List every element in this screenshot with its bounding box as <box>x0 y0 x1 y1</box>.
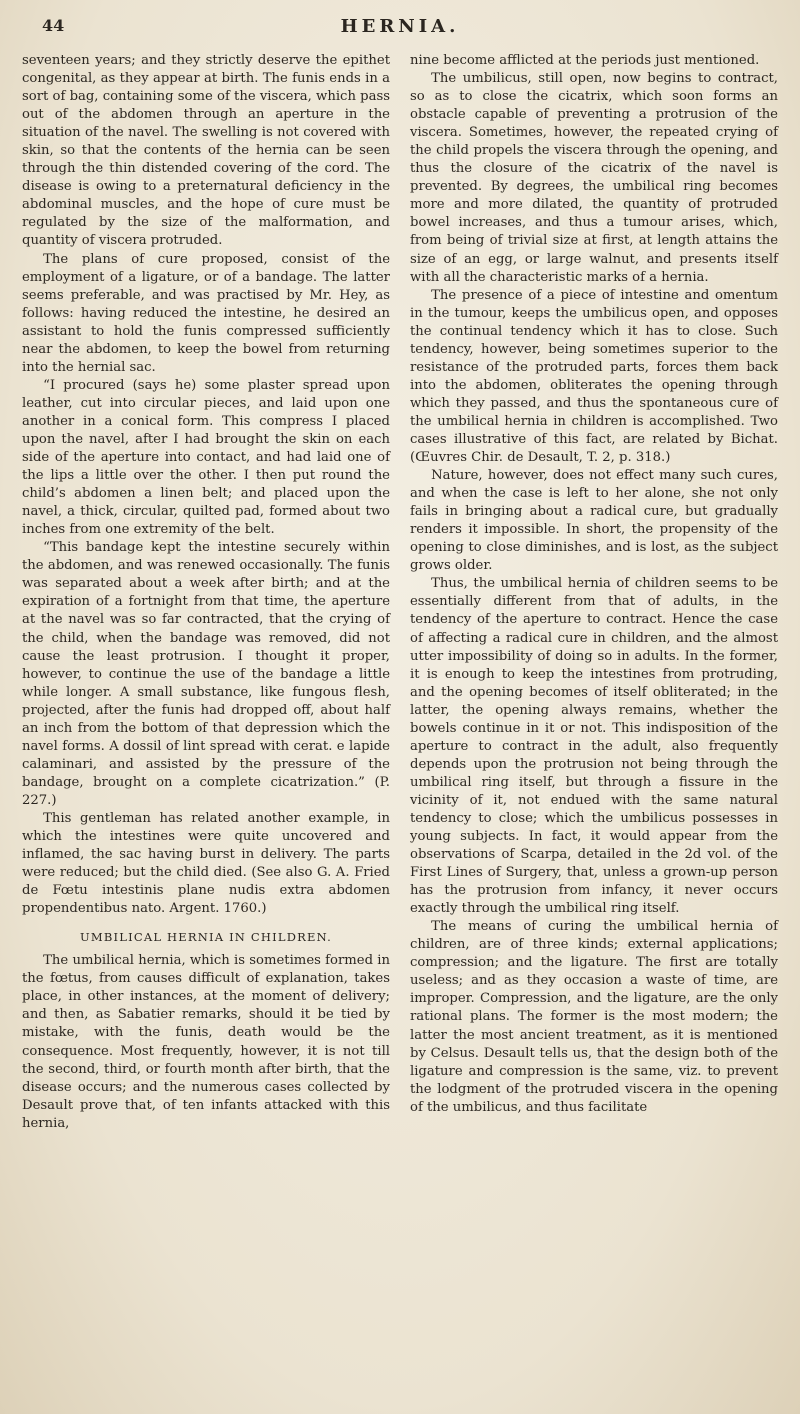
paragraph: The umbilicus, still open, now begins to contract, so as to close the cicatrix, which soon forms an obstacle capable of preventing a protrusion of the viscera. Sometimes, however, the repeated crying of the child propels the viscera through the opening, and thus the closure of the cicatrix of the navel is prevented. By degrees, the umbilical ring becomes more and more dilated, the quantity of protruded bowel increases, and thus a tumour arises, which, from being of trivial size at first, at length attains the size of an egg, or large walnut, and presents itself with all the characteristic marks of a hernia. <box>410 71 778 285</box>
page-header <box>22 14 778 44</box>
paragraph: nine become afflicted at the periods just mentioned. <box>410 53 760 68</box>
page-number: 44 <box>42 16 65 35</box>
section-heading: UMBILICAL HERNIA IN CHILDREN. <box>79 930 332 945</box>
paragraph: The umbilical hernia, which is sometimes formed in the fœtus, from causes difficult of explanation, takes place, in other instances, at the moment of delivery; and then, as Sabatier remarks, should it be tied by mistake, with the funis, death would be the consequence. Most frequently, however, it is not till the second, third, or fourth month after birth, that the disease occurs; and the numerous cases collected by Desault prove that, of ten infants attacked with this hernia, <box>22 953 390 1131</box>
paragraph: The presence of a piece of intestine and omentum in the tumour, keeps the umbilicus open, and opposes the continual tendency which it has to close. Such tendency, however, being sometimes superior to the resistance of the protruded parts, forces them back into the abdomen, obliterates the opening through which they passed, and thus the spontaneous cure of the umbilical hernia in children is accomplished. Two cases illustrative of this fact, are related by Bichat. (Œuvres Chir. de Desault, T. 2, p. 318.) <box>410 287 778 466</box>
paragraph: This gentleman has related another example, in which the intestines were quite uncovered and inflamed, the sac having burst in delivery. The parts were reduced; but the child died. (See also G. A. Fried de Fœtu intestinis plane nudis extra abdomen propendentibus nato. Argent. 1760.) <box>22 810 390 917</box>
quoted-paragraph: “I procured (says he) some plaster spread upon leather, cut into circular pieces, and laid upon one another in a conical form. This compress I placed upon the navel, after I had brought the skin on each side of the aperture into contact, and had laid one of the lips a little over the other. I then put round the child’s abdomen a linen belt; and placed upon the navel, a thick, circular, quilted pad, formed about two inches from one extremity of the belt. <box>22 377 390 538</box>
running-head: HERNIA. <box>340 16 460 37</box>
paragraph: Thus, the umbilical hernia of children seems to be essentially different from that of adults, in the tendency of the aperture to contract. Hence the case of affecting a radical cure in children, and the almost utter impossibility of doing so in adults. In the former, it is enough to keep the intestines from protruding, and the opening becomes of itself obliterated; in the latter, the opening always remains, whether the bowels continue in it or not. This indisposition of the aperture to contract in the adult, also frequently depends upon the protrusion not being through the umbilical ring itself, but through a fissure in the vicinity of it, not endued with the same natural tendency to close; which the umbilicus possesses in young subjects. In fact, it would appear from the observations of Scarpa, detailed in the 2d vol. of the First Lines of Surgery, that, unless a grown-up person has the protrusion from infancy, it never occurs exactly through the umbilical ring itself. <box>410 576 778 917</box>
quoted-paragraph: “This bandage kept the intestine securely within the abdomen, and was renewed occasionally. The funis was separated about a week after birth; and at the expiration of a fortnight from that time, the aperture at the navel was so far contracted, that the crying of the child, when the bandage was removed, did not cause the least protrusion. I thought it proper, however, to continue the use of the bandage a little while longer. A small substance, like fungous flesh, projected, after the funis had dropped off, about half an inch from the bottom of that depression which the navel forms. A dossil of lint spread with cerat. e lapide calaminari, and assisted by the pressure of the bandage, brought on a complete cicatrization.” (P. 227.) <box>22 540 390 808</box>
text-columns <box>22 52 778 1133</box>
paragraph: The means of curing the umbilical hernia of children, are of three kinds; external applications; compression; and the ligature. The first are totally useless; and as they occasion a waste of time, are improper. Compression, and the ligature, are the only rational plans. The former is the most modern; the latter the most ancient treatment, as it is mentioned by Celsus. Desault tells us, that the design both of the ligature and compression is the same, viz. to prevent the lodgment of the protruded viscera in the opening of the umbilicus, and thus facilitate <box>410 919 778 1115</box>
paragraph: Nature, however, does not effect many such cures, and when the case is left to her alone, she not only fails in bringing about a radical cure, but gradually renders it impossible. In short, the propensity of the opening to close diminishes, and is lost, as the subject grows older. <box>410 468 778 574</box>
right-column <box>410 52 778 1133</box>
paragraph: The plans of cure proposed, consist of the employment of a ligature, or of a bandage. The latter seems preferable, and was practised by Mr. Hey, as follows: having reduced the intestine, he desired an assistant to hold the funis compressed sufficiently near the abdomen, to keep the bowel from returning into the hernial sac. <box>22 251 390 375</box>
paragraph: seventeen years; and they strictly deserve the epithet congenital, as they appear at birth. The funis ends in a sort of bag, containing some of the viscera, which pass out of the abdomen through an aperture in the situation of the navel. The swelling is not covered with skin, so that the contents of the hernia can be seen through the thin distended covering of the cord. The disease is owing to a preternatural deficiency in the abdominal muscles, and the hope of cure must be regulated by the size of the malformation, and quantity of viscera protruded. <box>22 53 390 249</box>
left-column <box>22 52 390 1133</box>
